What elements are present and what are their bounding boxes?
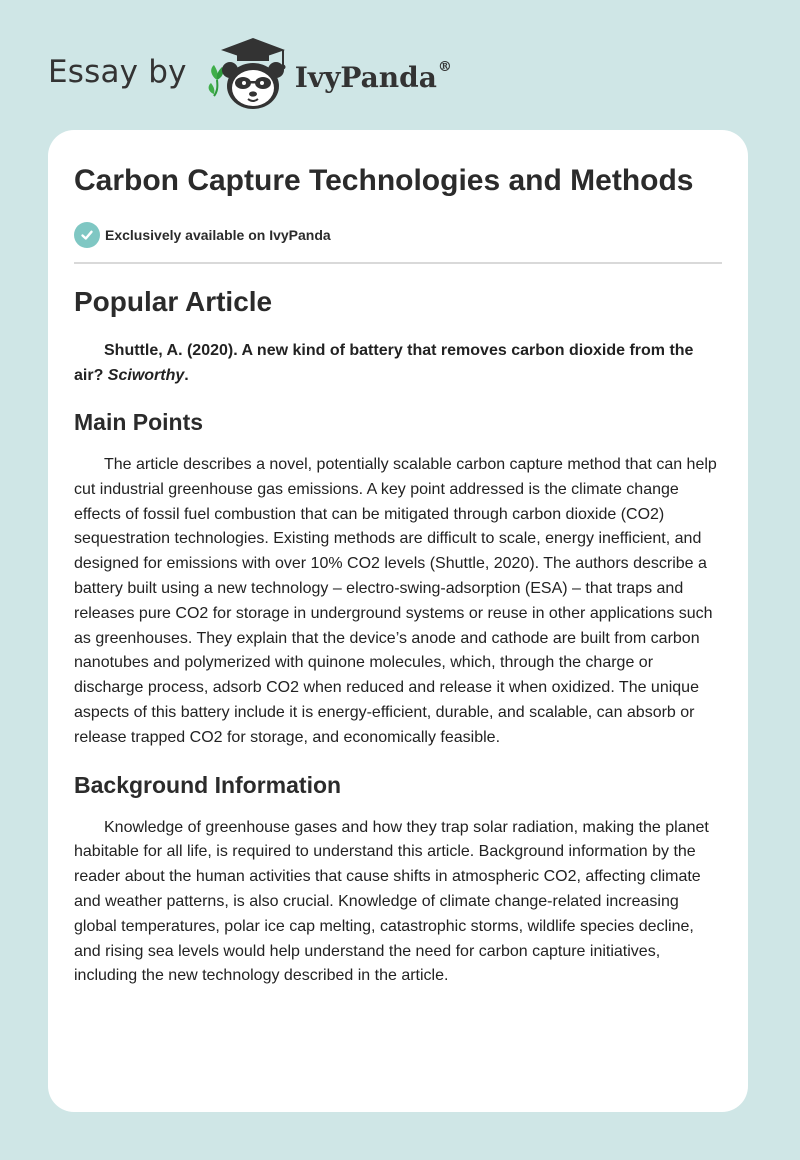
site-header bbox=[48, 34, 452, 114]
article-card bbox=[48, 130, 748, 1112]
background-paragraph: Knowledge of greenhouse gases and how they trap solar radiation, making the planet habitable for all life, is required to understand this article. Background information by the reader about the human activities that cause shifts in atmospheric CO2, affecting climate and weather patterns, is also crucial. Knowledge of climate change-related increasing global temperatures, polar ice cap melting, catastrophic storms, wildlife species decline, and rising sea levels would help understand the need for carbon capture initiatives, including the new technology described in the article. bbox=[74, 818, 709, 985]
background-heading: Background Information bbox=[74, 771, 342, 798]
page-title: Carbon Capture Technologies and Methods bbox=[74, 164, 694, 197]
section-heading: Popular Article bbox=[74, 286, 273, 317]
reference-citation: Shuttle, A. (2020). A new kind of battery that removes carbon dioxide from the air? Sciworthy. bbox=[74, 342, 694, 384]
check-icon bbox=[74, 222, 100, 248]
divider bbox=[74, 262, 722, 264]
main-points-paragraph: The article describes a novel, potentially scalable carbon capture method that can help cut industrial greenhouse gas emissions. A key point addressed is the climate change effects of fossil fuel combustion that can be mitigated through carbon dioxide (CO2) sequestration technologies. Existing methods are difficult to scale, energy inefficient, and designed for emissions with over 10% CO2 levels (Shuttle, 2020). The authors describe a battery built using a new technology – electro-swing-adsorption (ESA) – that traps and releases pure CO2 for storage in underground systems or reuse in other applications such as greenhouses. They explain that the device’s anode and cathode are built from carbon nanotubes and polymerized with quinone molecules, which, through the charge or discharge process, adsorb CO2 when reduced and release it when oxidized. The unique aspects of this battery include it is energy-efficient, durable, and scalable, can absorb or release trapped CO2 for storage, and economically feasible. bbox=[74, 456, 717, 746]
journal-name: Sciworthy bbox=[107, 367, 185, 384]
essay-by-label: Essay by bbox=[48, 54, 187, 90]
registered-mark: ® bbox=[437, 58, 452, 75]
exclusive-badge bbox=[74, 221, 722, 249]
brand-name[interactable]: IvyPanda® bbox=[294, 58, 452, 94]
main-points-heading: Main Points bbox=[74, 409, 204, 435]
panda-graduate-icon[interactable] bbox=[205, 36, 291, 112]
badge-text: Exclusively available on IvyPanda bbox=[105, 227, 331, 243]
